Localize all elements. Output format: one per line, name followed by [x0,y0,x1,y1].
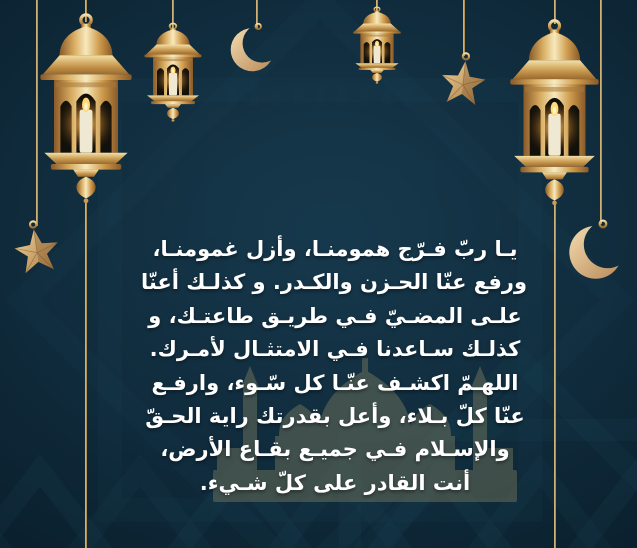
dua-line: ورفع عنّا الحـزن والكـدر. و كذلـك أعنّا [140,270,527,295]
star-icon [432,50,494,112]
dua-line: اللهـمّ اكشـف عنّـا كل سّـوء، وارفـع [151,370,519,395]
dua-line: والإسـلام فـي جميـع بقـاع الأرض، [160,437,510,462]
dua-line: كذلـك سـاعدنا فـي الامتثـال لأمـرك. [149,337,521,362]
crescent-moon-icon [566,216,632,282]
star-icon [6,218,68,280]
dua-text [140,233,527,500]
lantern-icon [143,22,203,122]
hanging-string [85,200,87,548]
crescent-moon-icon [228,20,282,74]
lantern-icon [352,6,402,84]
dua-line: يـا ربّ فـرّج همومنـا، وأزل غمومنـا، [152,237,518,261]
lantern-icon [38,12,134,204]
dua-line: أنت القادر على كلّ شـيء. [199,470,471,495]
lantern-icon [508,18,601,206]
dua-line: علـى المضـيّ فـي طريـق طاعتـك، و [148,303,522,328]
hanging-string [554,202,556,548]
hanging-string [463,0,465,56]
dua-line: عنّا كلّ بـلاء، وأعل بقدرتك راية الحـقّ [145,404,525,429]
skyline-silhouette [205,86,435,238]
